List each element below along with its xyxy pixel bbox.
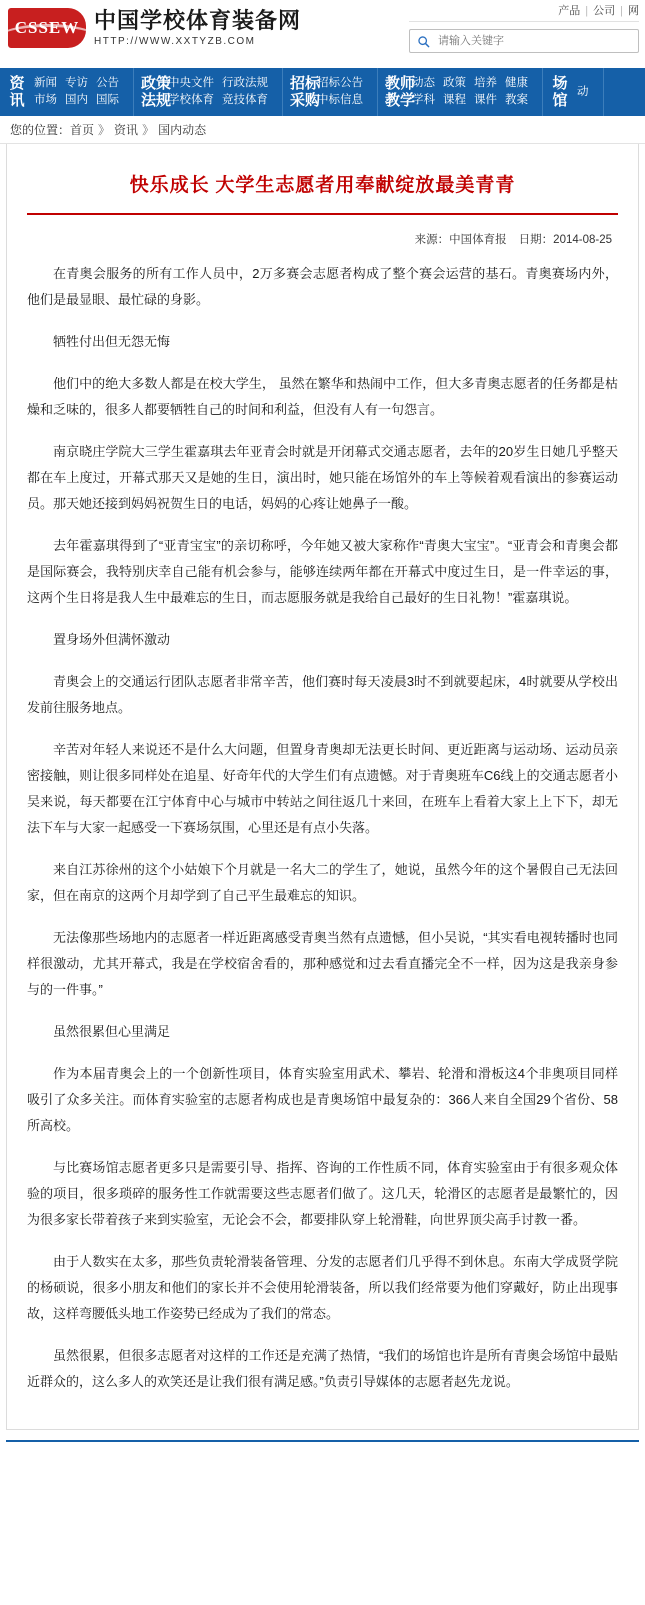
nav-item-kejian[interactable]: 课件 — [474, 94, 497, 106]
nav-item-zhengce[interactable]: 政策 — [443, 77, 466, 89]
nav-sub-row — [168, 75, 276, 92]
header-link-products[interactable]: 产品 — [558, 5, 581, 17]
article-paragraph: 来自江苏徐州的这个小姑娘下个月就是一名大二的学生了，她说，虽然今年的这个暑假自己无法回家，但在南京的这两个月却学到了自己平生最难忘的知识。 — [27, 862, 618, 903]
search-input[interactable] — [436, 31, 638, 51]
article-source-label: 来源： — [414, 234, 450, 246]
nav-item-shichang[interactable]: 市场 — [34, 94, 57, 106]
nav-sub-row — [34, 75, 127, 92]
nav-sub-bidding — [317, 75, 377, 109]
article-paragraph: 青奥会上的交通运行团队志愿者非常辛苦，他们赛时每天凌晨3时不到就要起床，4时就要从学校出发前往服务地点。 — [27, 674, 618, 715]
nav-head-teaching[interactable]: 教师 教学 — [385, 75, 416, 109]
nav-item-jingjitiyu[interactable]: 竞技体育 — [222, 94, 268, 106]
nav-item-xueke[interactable]: 学科 — [412, 94, 435, 106]
nav-sub-row — [412, 92, 536, 109]
nav-item-guoji[interactable]: 国际 — [96, 94, 119, 106]
nav-item-jiaoan[interactable]: 教案 — [505, 94, 528, 106]
nav-group-venue[interactable] — [543, 68, 604, 116]
nav-item-venue-dongtai[interactable]: 动 — [577, 85, 589, 98]
header-link-sep-2: | — [620, 5, 623, 17]
nav-head-venue[interactable]: 场 馆 — [552, 75, 568, 109]
article-subheading: 置身场外但满怀激动 — [53, 632, 171, 647]
nav-sub-teaching — [412, 75, 542, 109]
nav-sub-row — [317, 75, 371, 92]
breadcrumb — [0, 116, 645, 144]
nav-item-xinwen[interactable]: 新闻 — [34, 77, 57, 89]
article-subheading: 牺牲付出但无怨无悔 — [53, 334, 171, 349]
logo-badge: CSSEW — [8, 8, 86, 48]
article-paragraph: 在青奥会服务的所有工作人员中，2万多赛会志愿者构成了整个赛会运营的基石。青奥赛场内外，他们是最显眼、最忙碌的身影。 — [27, 266, 618, 307]
article-paragraph: 辛苦对年轻人来说还不是什么大问题，但置身青奥却无法更长时间、更近距离与运动场、运动员亲密接触，则让很多同样处在追星、好奇年代的大学生们有点遗憾。对于青奥班车C6线上的交通志愿者小吴来说，每天都要在江宁体育中心与城市中转站之间往返几十来回，在班车上看着大家上上下下，却无法下车与大家一起感受一下赛场氛围，心里还是有点小失落。 — [27, 742, 618, 835]
search-box[interactable] — [409, 29, 639, 53]
nav-sub-row — [317, 92, 371, 109]
article-source-value: 中国体育报 — [449, 234, 507, 246]
article-subheading: 虽然很累但心里满足 — [53, 1024, 171, 1039]
logo-text — [94, 9, 301, 47]
article-meta — [27, 227, 618, 261]
site-header — [0, 0, 645, 68]
nav-sub-venue — [577, 84, 603, 101]
footer-divider — [6, 1440, 639, 1446]
nav-item-kecheng[interactable]: 课程 — [443, 94, 466, 106]
breadcrumb-item-news[interactable]: 资讯 — [114, 123, 139, 137]
nav-sub-row — [168, 92, 276, 109]
nav-sub-row — [412, 75, 536, 92]
nav-item-xuexiaotiyu[interactable]: 学校体育 — [168, 94, 214, 106]
nav-group-teaching[interactable] — [378, 68, 543, 116]
breadcrumb-item-home[interactable]: 首页 — [70, 123, 95, 137]
article-title: 快乐成长 大学生志愿者用奉献绽放最美青青 — [129, 175, 516, 196]
article-paragraph: 与比赛场馆志愿者更多只是需要引导、指挥、咨询的工作性质不同，体育实验室由于有很多观众体验的项目，很多琐碎的服务性工作就需要这些志愿者们做了。这几天，轮滑区的志愿者是最繁忙的，因为很多家长带着孩子来到实验室，无论会不会，都要排队穿上轮滑鞋，向世界顶尖高手讨教一番。 — [27, 1160, 618, 1227]
article-paragraph: 由于人数实在太多，那些负责轮滑装备管理、分发的志愿者们几乎得不到休息。东南大学成贤学院的杨硕说，很多小朋友和他们的家长并不会使用轮滑装备，所以我们经常要为他们穿戴好，防止出现事故，这样弯腰低头地工作姿势已经成为了我们的常态。 — [27, 1254, 618, 1321]
nav-item-gonggao[interactable]: 公告 — [96, 77, 119, 89]
nav-item-zhongyangwenjian[interactable]: 中央文件 — [168, 77, 214, 89]
logo-url: HTTP://WWW.XXTYZB.COM — [94, 36, 256, 47]
nav-sub-row — [34, 92, 127, 109]
nav-sub-policy — [168, 75, 282, 109]
site-logo[interactable] — [8, 8, 301, 48]
nav-group-bidding[interactable] — [283, 68, 378, 116]
header-link-more[interactable]: 网 — [628, 5, 639, 17]
nav-item-jiankang[interactable]: 健康 — [505, 77, 528, 89]
header-right — [409, 4, 639, 53]
nav-group-news[interactable] — [0, 68, 134, 116]
nav-item-guonei[interactable]: 国内 — [65, 94, 88, 106]
article-container — [6, 144, 639, 1430]
nav-item-zhongbiaoxinxi[interactable]: 中标信息 — [317, 94, 363, 106]
article-paragraph: 虽然很累，但很多志愿者对这样的工作还是充满了热情，“我们的场馆也许是所有青奥会场馆中最贴近群众的，这么多人的欢笑还是让我们很有满足感。”负责引导媒体的志愿者赵先龙说。 — [27, 1348, 618, 1389]
nav-sub-row — [577, 84, 597, 101]
article-body — [27, 261, 618, 1395]
nav-item-zhuanfang[interactable]: 专访 — [65, 77, 88, 89]
nav-item-xingzhengfagui[interactable]: 行政法规 — [222, 77, 268, 89]
header-link-sep-1: | — [585, 5, 589, 17]
article-paragraph: 他们中的绝大多数人都是在校大学生， 虽然在繁华和热闹中工作，但大多青奥志愿者的任务都是枯燥和乏味的，很多人都要牺牲自己的时间和利益，但没有人有一句怨言。 — [27, 376, 618, 417]
article-date-value: 2014-08-25 — [553, 234, 612, 246]
nav-head-policy[interactable]: 政策 法规 — [141, 75, 172, 109]
nav-item-peiyang[interactable]: 培养 — [474, 77, 497, 89]
logo-title-cn: 中国学校体育装备网 — [94, 8, 302, 33]
article-paragraph: 作为本届青奥会上的一个创新性项目，体育实验室用武术、攀岩、轮滑和滑板这4个非奥项目同样吸引了众多关注。而体育实验室的志愿者构成也是青奥场馆中最复杂的：366人来自全国29个省份、58所高校。 — [27, 1066, 618, 1133]
article-paragraph: 无法像那些场地内的志愿者一样近距离感受青奥当然有点遗憾，但小吴说，“其实看电视转播时也同样很激动，尤其开幕式，我是在学校宿舍看的，那种感觉和过去看直播完全不一样，因为这是我亲身参与的一件事。” — [27, 930, 618, 997]
breadcrumb-prefix: 您的位置： — [10, 123, 71, 137]
title-divider — [27, 213, 618, 215]
breadcrumb-separator: 》 — [98, 123, 111, 137]
nav-head-bidding[interactable]: 招标 采购 — [290, 75, 321, 109]
search-icon[interactable] — [410, 35, 436, 48]
breadcrumb-item-domestic[interactable]: 国内动态 — [158, 123, 207, 137]
article-date-label: 日期： — [518, 234, 554, 246]
article-paragraph: 去年霍嘉琪得到了“亚青宝宝”的亲切称呼，今年她又被大家称作“青奥大宝宝”。“亚青会和青奥会都是国际赛会，我特别庆幸自己能有机会参与，能够连续两年都在开幕式中度过生日，是一件幸运的事，这两个生日将是我人生中最难忘的生日，而志愿服务就是我给自己最好的生日礼物！”霍嘉琪说。 — [27, 538, 618, 605]
nav-sub-news — [34, 75, 133, 109]
header-link-company[interactable]: 公司 — [593, 5, 616, 17]
header-links — [409, 4, 639, 22]
nav-item-dongtai[interactable]: 动态 — [412, 77, 435, 89]
main-nav — [0, 68, 645, 116]
nav-head-news[interactable]: 资 讯 — [9, 75, 25, 109]
article-paragraph: 南京晓庄学院大三学生霍嘉琪去年亚青会时就是开闭幕式交通志愿者，去年的20岁生日她几乎整天都在车上度过，开幕式那天又是她的生日，演出时，她只能在场馆外的车上等候着观看演出的参赛运动员。那天她还接到妈妈祝贺生日的电话，妈妈的心疼让她鼻子一酸。 — [27, 444, 618, 511]
breadcrumb-separator: 》 — [142, 123, 155, 137]
nav-item-zhaobiaogonggao[interactable]: 招标公告 — [317, 77, 363, 89]
nav-group-policy[interactable] — [134, 68, 283, 116]
